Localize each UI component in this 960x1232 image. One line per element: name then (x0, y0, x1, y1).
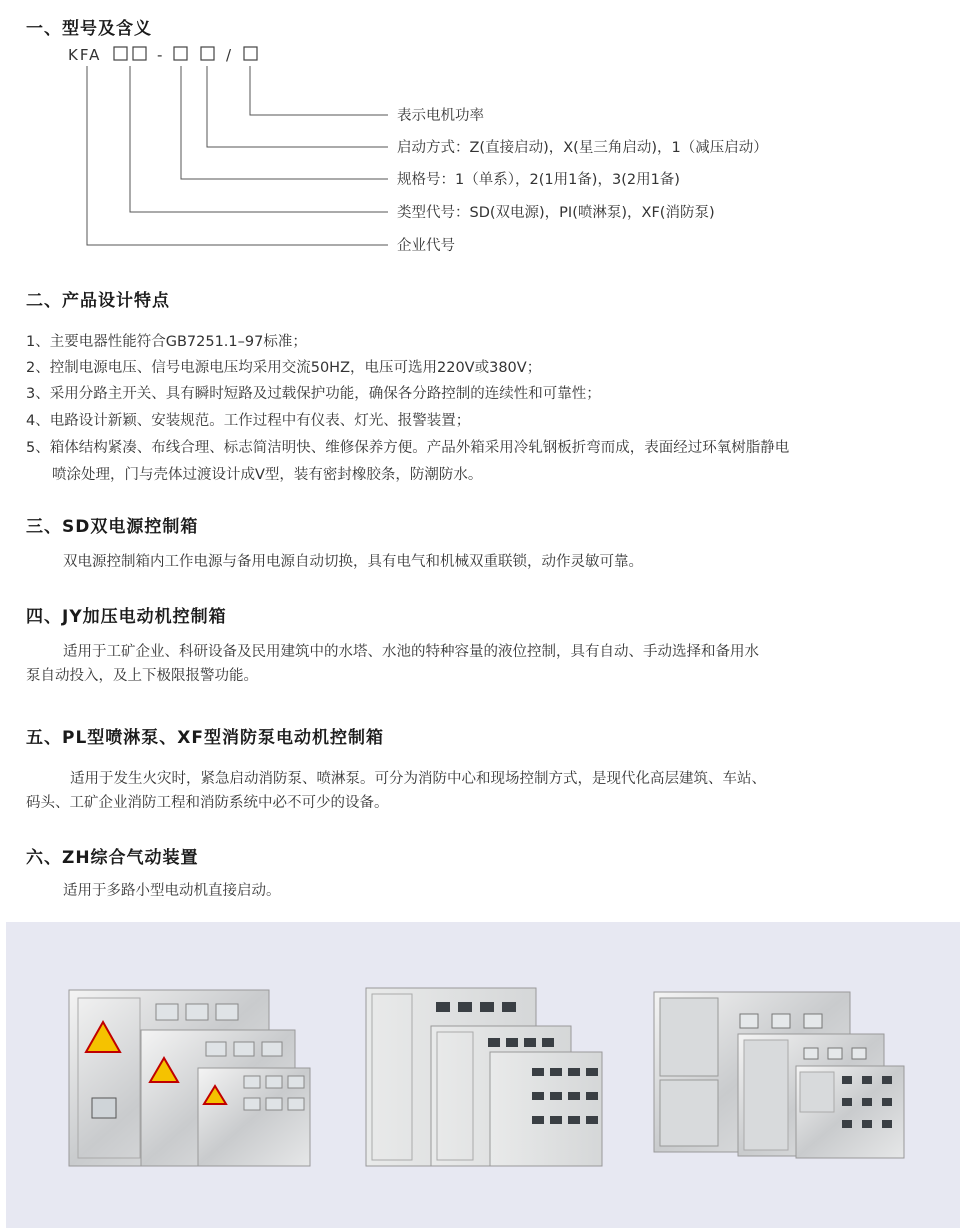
stainless-cabinet-group-2 (654, 992, 904, 1158)
code-box-2 (133, 47, 146, 60)
section-6-text: 适用于多路小型电动机直接启动。 (63, 883, 281, 899)
feature-item-3: 3、采用分路主开关、具有瞬时短路及过载保护功能，确保各分路控制的连续性和可靠性； (26, 386, 601, 402)
label-company: 企业代号 (397, 238, 455, 254)
code-box-1 (114, 47, 127, 60)
section-4-text-line-2: 泵自动投入，及上下极限报警功能。 (26, 668, 258, 684)
section-4-text-line-1: 适用于工矿企业、科研设备及民用建筑中的水塔、水池的特种容量的液位控制，具有自动、手动选择和备用水 (63, 644, 759, 660)
leader-line-start-mode (207, 66, 388, 147)
label-start-mode: 启动方式：Z(直接启动)，X(星三角启动)，1（减压启动） (397, 140, 768, 156)
section-3-heading: 三、SD双电源控制箱 (26, 517, 199, 537)
section-5-text-line-2: 码头、工矿企业消防工程和消防系统中必不可少的设备。 (26, 795, 389, 811)
section-5-heading: 五、PL型喷淋泵、XF型消防泵电动机控制箱 (26, 728, 385, 748)
leader-line-spec (181, 66, 388, 179)
leader-line-power (250, 66, 388, 115)
code-slash: / (226, 46, 234, 64)
section-1-heading: 一、型号及含义 (26, 19, 152, 39)
product-illustrations (6, 922, 960, 1228)
feature-item-4: 4、电路设计新颖、安装规范。工作过程中有仪表、灯光、报警装置； (26, 413, 471, 429)
code-box-4 (201, 47, 214, 60)
leader-line-type (130, 66, 388, 212)
leader-lines (87, 66, 388, 245)
product-photo-band (6, 922, 960, 1228)
stainless-cabinet-group-1 (69, 990, 310, 1166)
section-3-text: 双电源控制箱内工作电源与备用电源自动切换，具有电气和机械双重联锁，动作灵敏可靠。 (63, 554, 643, 570)
section-5-text-line-1: 适用于发生火灾时，紧急启动消防泵、喷淋泵。可分为消防中心和现场控制方式，是现代化高层建筑、车站、 (70, 771, 766, 787)
leader-line-company (87, 66, 388, 245)
feature-item-5-continued: 喷涂处理，门与壳体过渡设计成V型，装有密封橡胶条，防潮防水。 (52, 467, 483, 483)
feature-item-1: 1、主要电器性能符合GB7251.1–97标准； (26, 334, 307, 350)
label-spec: 规格号：1（单系），2(1用1备)，3(2用1备) (397, 172, 680, 188)
section-4-heading: 四、JY加压电动机控制箱 (26, 607, 227, 627)
model-code-diagram (0, 0, 960, 270)
code-box-5 (244, 47, 257, 60)
feature-item-2: 2、控制电源电压、信号电源电压均采用交流50HZ，电压可选用220V或380V； (26, 360, 542, 376)
label-power: 表示电机功率 (397, 108, 484, 124)
code-box-3 (174, 47, 187, 60)
feature-item-5: 5、箱体结构紧凑、布线合理、标志简洁明快、维修保养方便。产品外箱采用冷轧钢板折弯而成，表面经过环氧树脂静电 (26, 440, 790, 456)
grey-cabinet-group (366, 988, 602, 1166)
section-6-heading: 六、ZH综合气动装置 (26, 848, 199, 868)
label-type: 类型代号：SD(双电源)，PI(喷淋泵)，XF(消防泵) (397, 205, 715, 221)
code-prefix: KFA (68, 46, 102, 64)
code-dash: - (157, 46, 165, 64)
section-2-heading: 二、产品设计特点 (26, 291, 170, 311)
